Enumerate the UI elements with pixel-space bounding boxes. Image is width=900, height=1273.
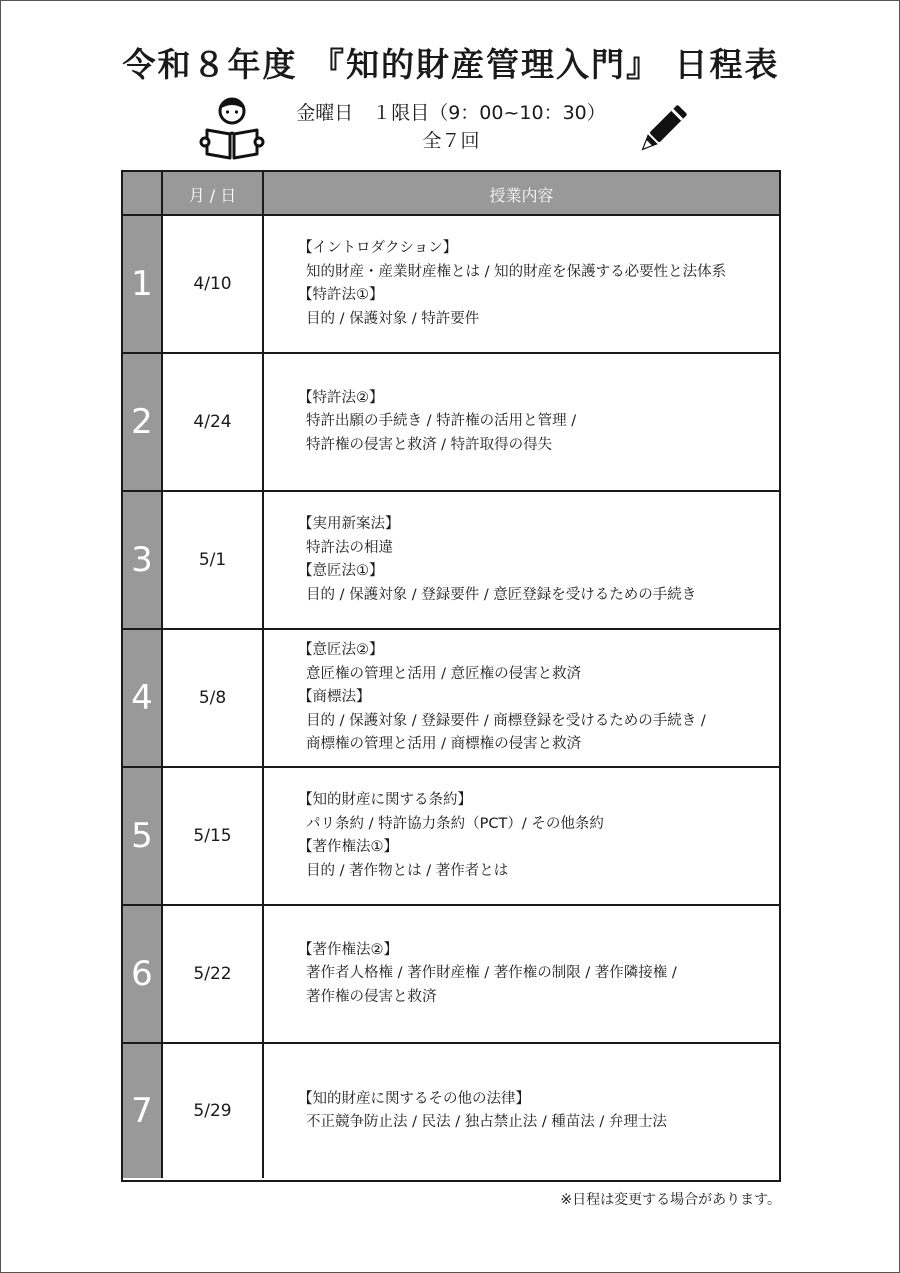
topic-detail: 特許法の相違 xyxy=(306,539,393,556)
topic-heading: 【意匠法①】 xyxy=(298,563,384,579)
topic-detail: 知的財産・産業財産権とは / 知的財産を保護する必要性と法体系 xyxy=(306,263,727,280)
topic-detail: 商標権の管理と活用 / 商標権の侵害と救済 xyxy=(306,736,582,753)
topic-detail: 目的 / 保護対象 / 登録要件 / 意匠登録を受けるための手続き xyxy=(306,586,697,603)
topic-detail: パリ条約 / 特許協力条約（PCT）/ その他条約 xyxy=(306,815,604,832)
topic-detail: 目的 / 著作物とは / 著作者とは xyxy=(306,862,509,879)
table-row xyxy=(123,490,779,628)
topic-heading: 【商標法】 xyxy=(298,689,371,706)
topic-heading: 【著作権法①】 xyxy=(298,839,398,855)
pencil-icon xyxy=(633,101,691,159)
session-number: 5 xyxy=(123,768,163,904)
topic-detail: 不正競争防止法 / 民法 / 独占禁止法 / 種苗法 / 弁理士法 xyxy=(306,1114,667,1130)
session-date: 5/15 xyxy=(163,768,264,904)
topic-heading: 【特許法①】 xyxy=(298,287,384,303)
topic-detail: 特許権の侵害と救済 / 特許取得の得失 xyxy=(306,436,553,453)
table-row xyxy=(123,628,779,766)
table-row xyxy=(123,766,779,904)
session-count: 全７回 xyxy=(422,130,480,152)
session-content xyxy=(264,354,779,490)
topic-heading: 【著作権法②】 xyxy=(298,941,398,958)
session-number: 3 xyxy=(123,492,163,628)
topic-detail: 目的 / 保護対象 / 登録要件 / 商標登録を受けるための手続き / xyxy=(306,712,706,729)
schedule-change-note: ※日程は変更する場合があります。 xyxy=(560,1192,781,1208)
topic-heading: 【イントロダクション】 xyxy=(298,240,458,256)
table-row xyxy=(123,214,779,352)
session-number: 1 xyxy=(123,216,163,352)
session-date: 4/24 xyxy=(163,354,264,490)
session-content xyxy=(264,1044,779,1178)
table-row xyxy=(123,904,779,1042)
header-date-cell: 月 / 日 xyxy=(163,172,264,216)
table-row xyxy=(123,352,779,490)
session-content xyxy=(264,630,779,766)
class-time-info xyxy=(201,99,701,155)
session-content xyxy=(264,492,779,628)
schedule-table xyxy=(121,170,781,1182)
topic-detail: 意匠権の管理と活用 / 意匠権の侵害と救済 xyxy=(306,665,582,682)
session-content xyxy=(264,768,779,904)
session-number: 4 xyxy=(123,630,163,766)
topic-detail: 著作権の侵害と救済 xyxy=(306,988,437,1005)
session-date: 5/29 xyxy=(163,1044,264,1178)
session-date: 4/10 xyxy=(163,216,264,352)
topic-heading: 【知的財産に関するその他の法律】 xyxy=(298,1090,530,1107)
session-number: 7 xyxy=(123,1044,163,1178)
topic-detail: 著作者人格権 / 著作財産権 / 著作権の制限 / 著作隣接権 / xyxy=(306,965,677,982)
session-date: 5/22 xyxy=(163,906,264,1042)
header-number-cell xyxy=(123,172,163,216)
session-date: 5/8 xyxy=(163,630,264,766)
topic-heading: 【特許法②】 xyxy=(298,389,384,406)
session-content xyxy=(264,216,779,352)
table-row xyxy=(123,1042,779,1178)
topic-detail: 特許出願の手続き / 特許権の活用と管理 / xyxy=(306,413,577,430)
topic-heading: 【知的財産に関する条約】 xyxy=(298,792,472,808)
session-content xyxy=(264,906,779,1042)
session-number: 6 xyxy=(123,906,163,1042)
session-number: 2 xyxy=(123,354,163,490)
topic-detail: 目的 / 保護対象 / 特許要件 xyxy=(306,310,480,327)
page-title: 令和８年度 『知的財産管理入門』 日程表 xyxy=(122,45,780,84)
topic-heading: 【意匠法②】 xyxy=(298,642,384,659)
session-date: 5/1 xyxy=(163,492,264,628)
class-time: 金曜日 １限目（9：00~10：30） xyxy=(296,102,606,124)
topic-heading: 【実用新案法】 xyxy=(298,516,400,532)
header-content-cell: 授業内容 xyxy=(264,172,779,216)
